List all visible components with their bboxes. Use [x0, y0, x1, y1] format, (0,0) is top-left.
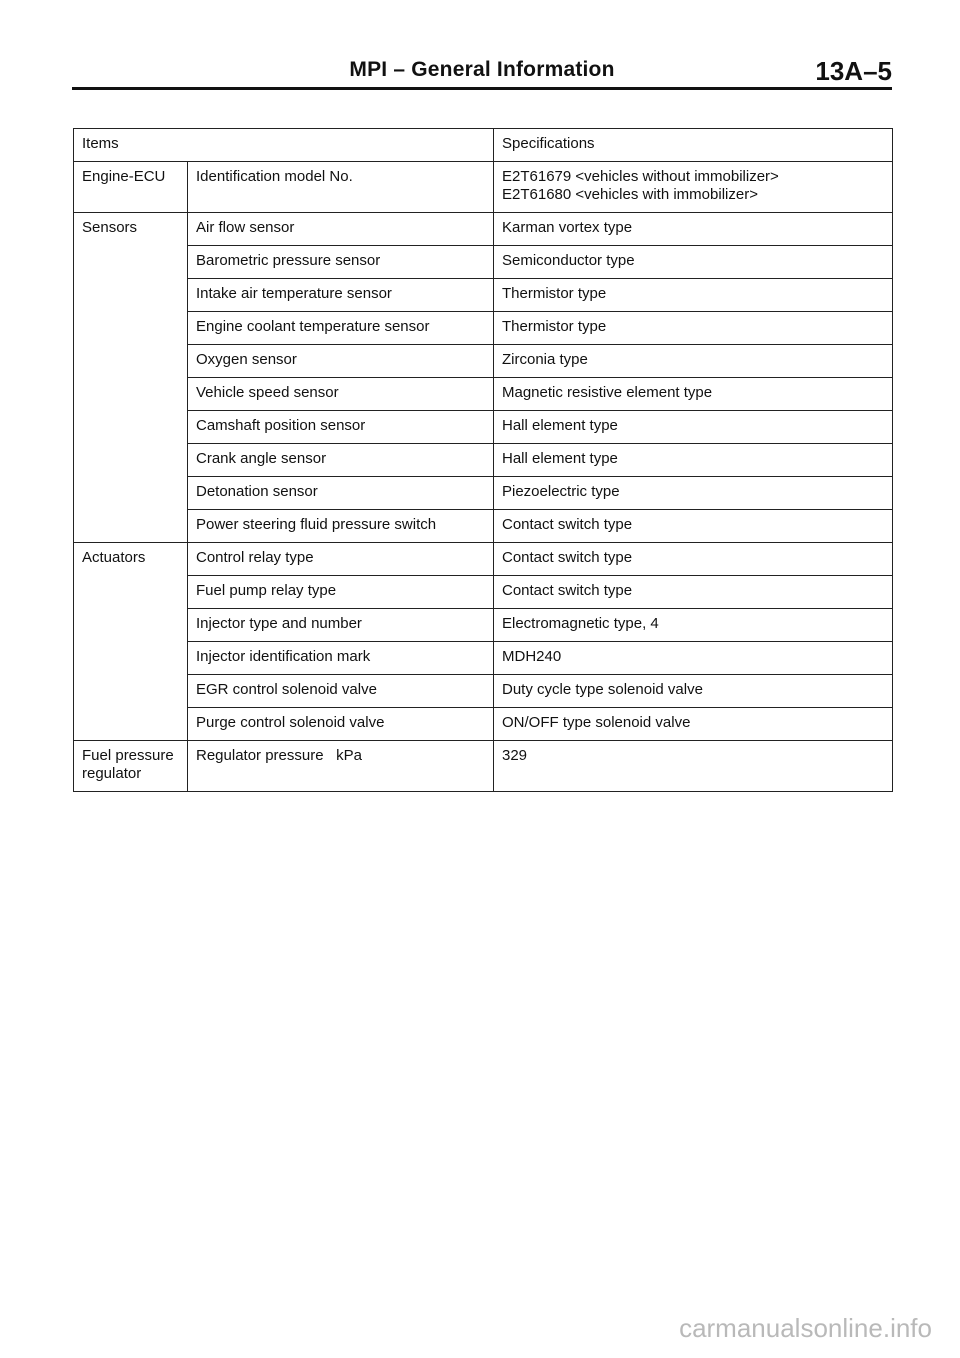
spec-cell: ON/OFF type solenoid valve	[494, 708, 893, 741]
group-actuators: Actuators	[74, 543, 188, 741]
item-cell: Barometric pressure sensor	[188, 246, 494, 279]
table-row	[74, 543, 893, 576]
group-sensors: Sensors	[74, 213, 188, 543]
header-items: Items	[74, 129, 494, 162]
spec-cell: Contact switch type	[494, 510, 893, 543]
spec-cell: Piezoelectric type	[494, 477, 893, 510]
spec-line: E2T61680 <vehicles with immobilizer>	[502, 186, 758, 203]
spec-cell: Hall element type	[494, 411, 893, 444]
spec-cell: Duty cycle type solenoid valve	[494, 675, 893, 708]
spec-cell: Contact switch type	[494, 543, 893, 576]
page-title: MPI – General Information	[349, 58, 615, 81]
item-cell: Intake air temperature sensor	[188, 279, 494, 312]
spec-cell: 329	[494, 741, 893, 792]
spec-cell: Karman vortex type	[494, 213, 893, 246]
table-row	[74, 378, 893, 411]
item-cell: Oxygen sensor	[188, 345, 494, 378]
item-cell: Engine coolant temperature sensor	[188, 312, 494, 345]
group-engine-ecu: Engine-ECU	[74, 162, 188, 213]
page-number: 13A–5	[815, 56, 892, 86]
spec-cell: Contact switch type	[494, 576, 893, 609]
table-row	[74, 345, 893, 378]
group-fuel-pressure-regulator	[74, 741, 188, 792]
item-cell: Injector type and number	[188, 609, 494, 642]
group-label-line: Fuel pressure	[82, 747, 174, 764]
item-cell: Camshaft position sensor	[188, 411, 494, 444]
item-cell: Purge control solenoid valve	[188, 708, 494, 741]
spec-cell: Semiconductor type	[494, 246, 893, 279]
item-cell: Vehicle speed sensor	[188, 378, 494, 411]
watermark: carmanualsonline.info	[679, 1313, 932, 1343]
table-row	[74, 162, 893, 213]
table-row	[74, 576, 893, 609]
table-header-row	[74, 129, 893, 162]
item-cell: Detonation sensor	[188, 477, 494, 510]
table-row	[74, 675, 893, 708]
table-row	[74, 741, 893, 792]
table-row	[74, 213, 893, 246]
item-cell: Identification model No.	[188, 162, 494, 213]
table-row	[74, 708, 893, 741]
header-rule	[72, 87, 892, 90]
table-row	[74, 312, 893, 345]
table-row	[74, 609, 893, 642]
spec-cell: Electromagnetic type, 4	[494, 609, 893, 642]
item-cell: Fuel pump relay type	[188, 576, 494, 609]
item-cell: Injector identification mark	[188, 642, 494, 675]
table-row	[74, 246, 893, 279]
spec-line: E2T61679 <vehicles without immobilizer>	[502, 168, 779, 185]
item-cell: EGR control solenoid valve	[188, 675, 494, 708]
item-cell: Power steering fluid pressure switch	[188, 510, 494, 543]
spec-cell: Zirconia type	[494, 345, 893, 378]
table-row	[74, 642, 893, 675]
table-row	[74, 444, 893, 477]
spec-cell: Magnetic resistive element type	[494, 378, 893, 411]
header-specifications: Specifications	[494, 129, 893, 162]
table-row	[74, 477, 893, 510]
item-cell: Crank angle sensor	[188, 444, 494, 477]
table-row	[74, 279, 893, 312]
item-cell: Air flow sensor	[188, 213, 494, 246]
item-cell: Regulator pressure kPa	[188, 741, 494, 792]
table-row	[74, 510, 893, 543]
spec-cell: Hall element type	[494, 444, 893, 477]
spec-cell	[494, 162, 893, 213]
page-header	[72, 56, 892, 90]
specification-table	[73, 128, 893, 792]
spec-cell: MDH240	[494, 642, 893, 675]
spec-cell: Thermistor type	[494, 279, 893, 312]
item-cell: Control relay type	[188, 543, 494, 576]
spec-cell: Thermistor type	[494, 312, 893, 345]
group-label-line: regulator	[82, 765, 142, 782]
table-row	[74, 411, 893, 444]
